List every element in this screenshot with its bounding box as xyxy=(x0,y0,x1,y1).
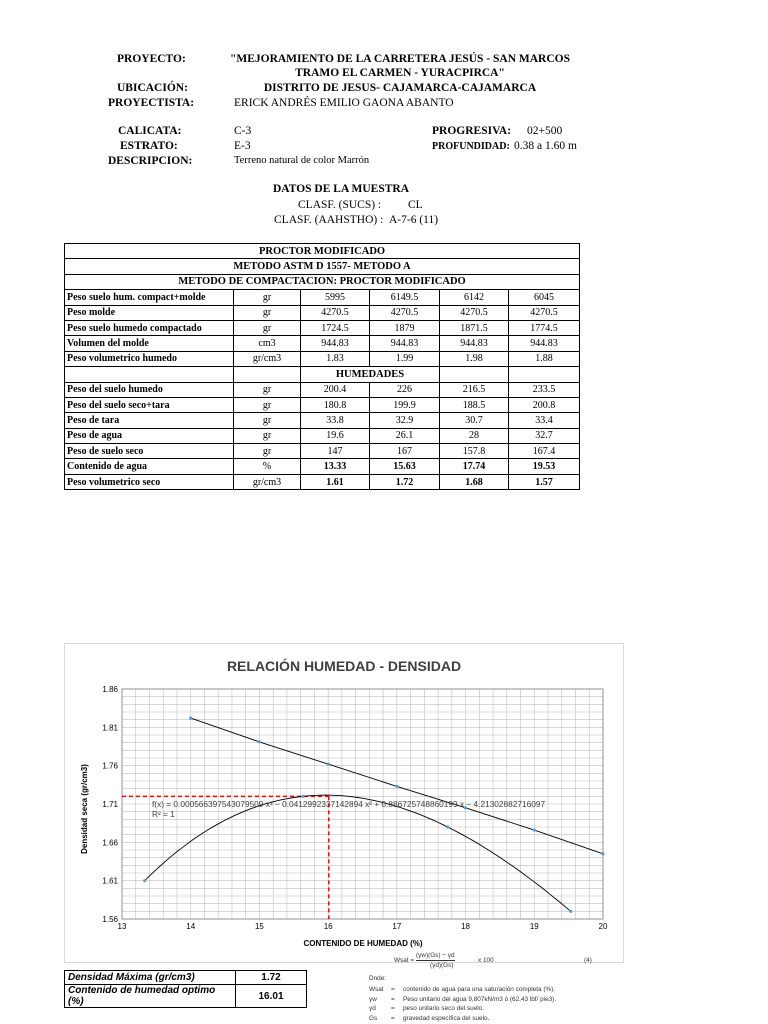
blank-cell xyxy=(234,367,301,382)
table-row xyxy=(65,459,580,474)
chart-container xyxy=(64,643,624,963)
y-tick-label: 1.61 xyxy=(102,876,118,886)
row-value: 33.4 xyxy=(509,413,580,428)
row-value: 226 xyxy=(370,382,440,397)
equals-sign: = xyxy=(391,995,395,1003)
table-row xyxy=(65,336,580,351)
row-label: Peso de tara xyxy=(65,413,234,428)
humedades-title: HUMEDADES xyxy=(301,367,440,382)
row-unit: gr/cm3 xyxy=(234,351,301,366)
definition-text: peso unitario seco del suelo. xyxy=(403,1005,485,1012)
aashto-label: CLASF. (AAHSTHO) : xyxy=(274,214,384,226)
row-value: 1.61 xyxy=(301,474,370,489)
row-value: 1.83 xyxy=(301,351,370,366)
equals-sign: = xyxy=(391,1005,395,1012)
row-value: 1.99 xyxy=(370,351,440,366)
descripcion-label: DESCRIPCION: xyxy=(108,155,193,167)
proyecto-line2: TRAMO EL CARMEN - YURACPIRCA" xyxy=(295,67,505,79)
row-label: Peso suelo hum. compact+molde xyxy=(65,290,234,305)
blank-cell xyxy=(509,367,580,382)
estrato-value: E-3 xyxy=(234,140,251,152)
row-value: 216.5 xyxy=(440,382,509,397)
row-unit: gr xyxy=(234,413,301,428)
proctor-table xyxy=(64,243,580,490)
definition-row xyxy=(369,986,669,996)
row-label: Peso volumetrico seco xyxy=(65,474,234,489)
definition-text: Peso unitario del agua 9,807kN/m3 ó (62,43 lbf/ pie3). xyxy=(403,995,557,1003)
row-label: Volumen del molde xyxy=(65,336,234,351)
sucs-value: CL xyxy=(408,199,423,211)
row-value: 1.72 xyxy=(370,474,440,489)
row-value: 1.88 xyxy=(509,351,580,366)
max-density-label: Densidad Máxima (gr/cm3) xyxy=(65,971,236,985)
definition-text: gravedad específica del suelo. xyxy=(403,1014,490,1022)
table-row xyxy=(65,351,580,366)
row-value: 4270.5 xyxy=(370,305,440,320)
chart-points xyxy=(143,717,605,913)
definition-row xyxy=(369,1015,669,1024)
aashto-value: A-7-6 (11) xyxy=(389,214,439,226)
row-unit: gr xyxy=(234,290,301,305)
row-label: Peso suelo humedo compactado xyxy=(65,320,234,335)
chart-title: RELACIÓN HUMEDAD - DENSIDAD xyxy=(226,658,462,674)
muestra-title: DATOS DE LA MUESTRA xyxy=(273,183,410,195)
saturation-point xyxy=(395,785,398,788)
row-value: 6045 xyxy=(509,290,580,305)
row-value: 1.57 xyxy=(509,474,580,489)
table-row xyxy=(65,474,580,489)
y-tick-label: 1.66 xyxy=(102,838,118,848)
row-value: 30.7 xyxy=(440,413,509,428)
saturation-point xyxy=(533,828,536,831)
row-value: 944.83 xyxy=(440,336,509,351)
row-unit: gr xyxy=(234,428,301,443)
equals-sign: = xyxy=(391,1014,395,1022)
definition-symbol: Gs xyxy=(369,1014,378,1022)
x-tick-label: 16 xyxy=(323,922,333,931)
definition-row xyxy=(369,1005,669,1015)
row-value: 1871.5 xyxy=(440,320,509,335)
table-row xyxy=(65,397,580,412)
calicata-value: C-3 xyxy=(234,125,252,137)
x-tick-label: 17 xyxy=(392,922,402,931)
profundidad-label: PROFUNDIDAD: xyxy=(432,141,510,152)
row-value: 147 xyxy=(301,444,370,459)
row-value: 233.5 xyxy=(509,382,580,397)
definition-row xyxy=(369,996,669,1006)
row-value: 1.98 xyxy=(440,351,509,366)
row-unit: gr xyxy=(234,320,301,335)
definition-symbol: γw xyxy=(369,995,377,1003)
x-axis-label: CONTENIDO DE HUMEDAD (%) xyxy=(303,939,423,948)
row-value: 13.33 xyxy=(301,459,370,474)
table-row xyxy=(65,382,580,397)
table-row xyxy=(65,428,580,443)
row-value: 32.9 xyxy=(370,413,440,428)
row-label: Peso de agua xyxy=(65,428,234,443)
row-value: 33.8 xyxy=(301,413,370,428)
calicata-label: CALICATA: xyxy=(118,125,182,137)
saturation-point xyxy=(189,717,192,720)
x-tick-label: 14 xyxy=(186,922,196,931)
y-tick-label: 1.86 xyxy=(102,685,118,694)
row-value: 180.8 xyxy=(301,397,370,412)
sucs-label: CLASF. (SUCS) : xyxy=(298,199,382,211)
row-value: 4270.5 xyxy=(509,305,580,320)
row-value: 4270.5 xyxy=(301,305,370,320)
row-value: 6149.5 xyxy=(370,290,440,305)
row-unit: cm3 xyxy=(234,336,301,351)
results-table xyxy=(64,970,307,1008)
progresiva-value: 02+500 xyxy=(527,125,563,137)
row-unit: gr/cm3 xyxy=(234,474,301,489)
proyecto-line1: "MEJORAMIENTO DE LA CARRETERA JESÚS - SAN MARCOS xyxy=(229,53,571,65)
progresiva-label: PROGRESIVA: xyxy=(432,125,512,137)
formula-multiplier: x 100 xyxy=(478,957,494,964)
row-value: 5995 xyxy=(301,290,370,305)
compaction-point xyxy=(301,795,304,798)
row-label: Peso volumetrico humedo xyxy=(65,351,234,366)
trendline-r2: R² = 1 xyxy=(152,809,175,819)
proyecto-label: PROYECTO: xyxy=(117,53,186,65)
row-value: 1724.5 xyxy=(301,320,370,335)
formula-numerator: (γw)(Gs) − γd xyxy=(416,952,455,959)
compaction-point xyxy=(569,910,572,913)
trendline-equation: f(x) = 0.000566397543079509 x³ − 0.0412992337142894 x² + 0.886725748860199 x − 4.21302882716097 xyxy=(152,799,546,809)
row-value: 944.83 xyxy=(370,336,440,351)
y-tick-label: 1.56 xyxy=(102,915,118,924)
moisture-density-chart xyxy=(65,644,623,962)
x-tick-label: 13 xyxy=(117,922,127,931)
table-row xyxy=(65,290,580,305)
formula-definitions xyxy=(369,986,669,1024)
formula-donde: Dnde: xyxy=(369,975,387,982)
y-tick-label: 1.71 xyxy=(102,800,118,809)
proctor-title: PROCTOR MODIFICADO xyxy=(65,244,580,259)
proyectista-value: ERICK ANDRÉS EMILIO GAONA ABANTO xyxy=(234,97,454,109)
row-label: Peso de suelo seco xyxy=(65,444,234,459)
table-row xyxy=(65,320,580,335)
compaction-point xyxy=(143,879,146,882)
saturation-point xyxy=(327,763,330,766)
row-value: 1.68 xyxy=(440,474,509,489)
row-value: 26.1 xyxy=(370,428,440,443)
definition-symbol: Wsat xyxy=(369,986,384,993)
row-value: 200.8 xyxy=(509,397,580,412)
estrato-label: ESTRATO: xyxy=(120,140,178,152)
blank-cell xyxy=(65,367,234,382)
saturation-point xyxy=(601,852,604,855)
y-tick-label: 1.81 xyxy=(102,723,118,733)
table-row xyxy=(65,305,580,320)
row-value: 200.4 xyxy=(301,382,370,397)
row-value: 19.53 xyxy=(509,459,580,474)
row-value: 944.83 xyxy=(509,336,580,351)
x-tick-label: 15 xyxy=(254,922,264,931)
row-value: 188.5 xyxy=(440,397,509,412)
descripcion-value: Terreno natural de color Marrón xyxy=(234,155,370,166)
formula-denominator: (γd)(Gs) xyxy=(430,962,454,969)
row-value: 944.83 xyxy=(301,336,370,351)
definition-symbol: γd xyxy=(369,1005,376,1012)
row-unit: gr xyxy=(234,382,301,397)
row-value: 1879 xyxy=(370,320,440,335)
ubicacion-label: UBICACIÓN: xyxy=(117,82,188,94)
row-value: 19.6 xyxy=(301,428,370,443)
optimum-moisture-label: Contenido de humedad optimo (%) xyxy=(65,985,236,1008)
row-value: 15.63 xyxy=(370,459,440,474)
x-tick-label: 18 xyxy=(461,922,471,931)
proctor-method: METODO ASTM D 1557- METODO A xyxy=(65,259,580,274)
compaction-point xyxy=(446,825,449,828)
row-value: 6142 xyxy=(440,290,509,305)
row-label: Peso del suelo seco+tara xyxy=(65,397,234,412)
max-density-value: 1.72 xyxy=(236,971,307,985)
x-tick-label: 20 xyxy=(598,922,608,931)
row-label: Peso del suelo humedo xyxy=(65,382,234,397)
row-label: Peso molde xyxy=(65,305,234,320)
row-value: 1774.5 xyxy=(509,320,580,335)
humedades-header-row xyxy=(65,367,580,382)
profundidad-value: 0.38 a 1.60 m xyxy=(514,140,577,152)
ubicacion-value: DISTRITO DE JESUS- CAJAMARCA-CAJAMARCA xyxy=(263,82,537,94)
row-value: 4270.5 xyxy=(440,305,509,320)
row-unit: gr xyxy=(234,444,301,459)
row-value: 17.74 xyxy=(440,459,509,474)
equals-sign: = xyxy=(391,986,395,993)
formula-lhs: Wsat = xyxy=(394,957,415,964)
y-axis-label: Densidad seca (gr/cm3) xyxy=(80,764,89,854)
row-unit: gr xyxy=(234,397,301,412)
row-unit: % xyxy=(234,459,301,474)
x-tick-label: 19 xyxy=(529,922,539,931)
optimum-moisture-value: 16.01 xyxy=(236,985,307,1008)
proctor-compaction: METODO DE COMPACTACION: PROCTOR MODIFICADO xyxy=(65,274,580,289)
definition-text: contenido de agua para una saturación completa (%). xyxy=(403,986,556,993)
table-row xyxy=(65,413,580,428)
formula-number: (4) xyxy=(584,957,592,964)
y-tick-label: 1.76 xyxy=(102,761,118,771)
row-value: 32.7 xyxy=(509,428,580,443)
row-label: Contenido de agua xyxy=(65,459,234,474)
proyectista-label: PROYECTISTA: xyxy=(108,97,195,109)
row-value: 167 xyxy=(370,444,440,459)
row-value: 28 xyxy=(440,428,509,443)
blank-cell xyxy=(440,367,509,382)
row-value: 167.4 xyxy=(509,444,580,459)
saturation-point xyxy=(258,740,261,743)
row-unit: gr xyxy=(234,305,301,320)
row-value: 199.9 xyxy=(370,397,440,412)
row-value: 157.8 xyxy=(440,444,509,459)
table-row xyxy=(65,444,580,459)
